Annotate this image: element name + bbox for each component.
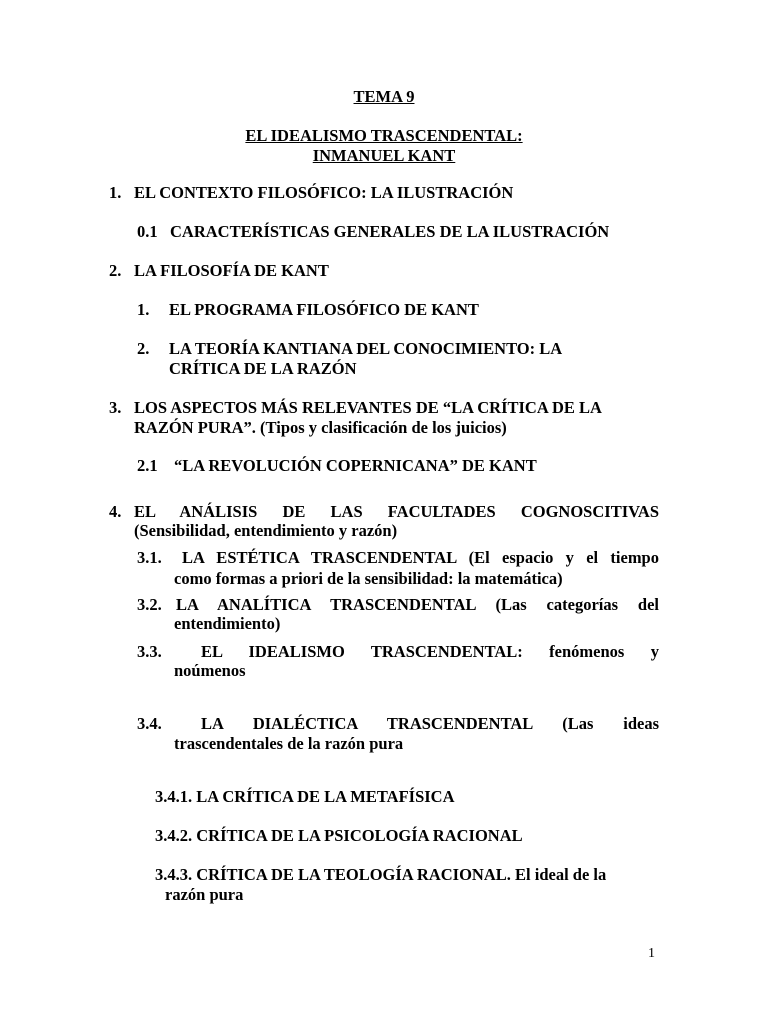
section-4-title-line-2: (Sensibilidad, entendimiento y razón) — [134, 521, 398, 540]
section-4-title-line-1: EL ANÁLISIS DE LAS FACULTADES COGNOSCITIVAS — [134, 502, 659, 521]
section-4-4-3-line-2: razón pura — [165, 885, 244, 904]
section-4-1-number: 3.1. — [137, 548, 162, 567]
section-2-2-title-line-2: CRÍTICA DE LA RAZÓN — [169, 359, 357, 378]
section-4-2-number: 3.2. — [137, 595, 162, 614]
section-4-4-1-title: 3.4.1. LA CRÍTICA DE LA METAFÍSICA — [155, 787, 455, 806]
section-4-4-number: 3.4. — [137, 714, 162, 733]
section-3-1-title: “LA REVOLUCIÓN COPERNICANA” DE KANT — [174, 456, 537, 475]
section-4-1-line-1: LA ESTÉTICA TRASCENDENTAL (El espacio y el tiempo — [182, 548, 659, 567]
section-2-title: LA FILOSOFÍA DE KANT — [134, 261, 329, 280]
section-2-1-title: EL PROGRAMA FILOSÓFICO DE KANT — [169, 300, 479, 319]
section-2-2-number: 2. — [137, 339, 150, 358]
tema-heading: TEMA 9 — [353, 87, 415, 106]
section-4-2-line-2: entendimiento) — [174, 614, 281, 633]
section-1-number: 1. — [109, 183, 122, 202]
section-3-1-number: 2.1 — [137, 456, 158, 475]
section-4-2-line-1: LA ANALÍTICA TRASCENDENTAL (Las categorías del — [176, 595, 659, 614]
page-number: 1 — [648, 946, 655, 961]
section-2-2-title-line-1: LA TEORÍA KANTIANA DEL CONOCIMIENTO: LA — [169, 339, 563, 358]
section-4-4-line-1: LA DIALÉCTICA TRASCENDENTAL (Las ideas — [201, 714, 659, 733]
title-line-2: INMANUEL KANT — [312, 146, 456, 165]
section-2-1-number: 1. — [137, 300, 150, 319]
section-4-number: 4. — [109, 502, 122, 521]
section-4-4-3-line-1: 3.4.3. CRÍTICA DE LA TEOLOGÍA RACIONAL. El ideal de la — [155, 865, 607, 884]
section-3-number: 3. — [109, 398, 122, 417]
section-1-1-number: 0.1 — [137, 222, 158, 241]
section-4-4-2-title: 3.4.2. CRÍTICA DE LA PSICOLOGÍA RACIONAL — [155, 826, 523, 845]
section-4-3-line-2: noúmenos — [174, 661, 246, 680]
section-3-title-line-2: RAZÓN PURA”. (Tipos y clasificación de los juicios) — [134, 418, 507, 437]
title-line-1: EL IDEALISMO TRASCENDENTAL: — [245, 126, 523, 145]
section-3-title-line-1: LOS ASPECTOS MÁS RELEVANTES DE “LA CRÍTICA DE LA — [134, 398, 602, 417]
section-4-1-line-2: como formas a priori de la sensibilidad: la matemática) — [174, 569, 563, 588]
section-4-3-line-1: EL IDEALISMO TRASCENDENTAL: fenómenos y — [201, 642, 659, 661]
section-2-number: 2. — [109, 261, 122, 280]
section-4-4-line-2: trascendentales de la razón pura — [174, 734, 404, 753]
section-1-1-title: CARACTERÍSTICAS GENERALES DE LA ILUSTRACIÓN — [170, 222, 610, 241]
section-4-3-number: 3.3. — [137, 642, 162, 661]
section-1-title: EL CONTEXTO FILOSÓFICO: LA ILUSTRACIÓN — [134, 183, 514, 202]
